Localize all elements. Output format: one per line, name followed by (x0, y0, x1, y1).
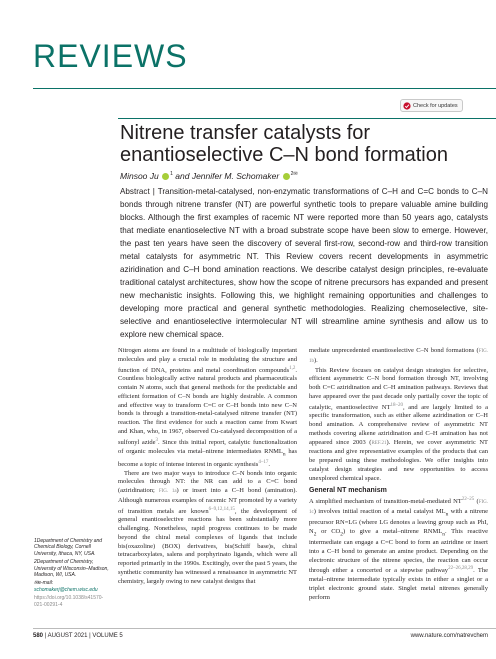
body-paragraph: There are two major ways to introduce C–N bonds into organic molecules through NT: the NR can add to a C=C bond (aziridination; FIG. 1a) or insert into a C–H bond (amination). Although numerous examples of racemic NT promoted by a variety of transition metals are known$^{6-9,12,14,15}$, the development of general enantioselective reactions has been substantially more challenging. Nonetheless, rapid progress continues to be made beyond the chiral metal complexes of ligands that include bis(oxazoline) (BOX) derivatives, bis(Schiff base)s, chiral tetracarboxylates, salens and porphyrinato ligands, which were all reported primarily in the 1990s. Excitingly, over the past 5 years, the synthetic community has witnessed a renaissance in asymmetric NT chemistry, largely owing to new catalyst designs that (118, 469, 297, 585)
affiliations (34, 538, 112, 610)
reference-link[interactable]: 6–9,12,14,15 (208, 506, 235, 512)
title-rule (118, 118, 496, 119)
reference-link[interactable]: REF.21 (371, 440, 387, 446)
body-paragraph: mediate unprecedented enantioselective C–N bond formations (FIG. 1b). (309, 347, 488, 364)
author-line (120, 171, 298, 181)
reference-link[interactable]: 1,2 (289, 365, 296, 371)
email-link[interactable]: schomakerj@chem.wisc.edu (34, 586, 98, 593)
check-updates-icon (403, 102, 411, 110)
body-paragraph: This Review focuses on catalyst design strategies for selective, efficient asymmetric C–N bond formation through NT, involving both C=C aziridination and C–H amination pathways. Reviews that have appeared over the past decade only partially cover the topic of catalytic, enantioselective NT$^{18-20}$, and are largely limited to a specific transformation, such as either alkene aziridination or C–H bond amination. A comprehensive review of asymmetric NT methods covering alkene aziridination and C–H amination has not appeared since 2003 (REF.21). Herein, we cover asymmetric NT reactions and give representative examples of the products that can be prepared using these methodologies. We offer insights into catalyst design strategies and new opportunities to access unexplored chemical space. (309, 366, 488, 482)
reference-link[interactable]: 22–26,28,29 (448, 566, 474, 572)
affiliation-marker: 2 (290, 171, 294, 178)
reference-link[interactable]: 22–25 (461, 497, 475, 503)
journal-url[interactable]: www.nature.com/natrevchem (410, 633, 488, 639)
author-name[interactable]: Jennifer M. Schomaker (191, 171, 280, 181)
envelope-icon[interactable]: ✉ (293, 171, 298, 178)
author-conjunction: and (172, 171, 192, 181)
figure-link[interactable]: FIG. 1c (309, 500, 488, 516)
body-column-right (309, 347, 488, 603)
issue-info: | AUGUST 2021 | VOLUME 5 (43, 633, 123, 639)
section-heading: REVIEWS (33, 38, 188, 74)
affiliation: 2Department of Chemistry, University of Wisconsin–Madison, Madison, WI, USA. (34, 559, 109, 579)
section-subheading: General NT mechanism (309, 487, 387, 495)
body-column-left (118, 347, 297, 586)
affiliation-marker: 1 (170, 171, 173, 178)
figure-link[interactable]: FIG. 1a (158, 489, 177, 495)
email-line (34, 580, 112, 593)
footer-issue (33, 633, 123, 639)
affiliation: 1Department of Chemistry and Chemical Biology, Cornell University, Ithaca, NY, USA. (34, 538, 103, 557)
doi-link[interactable]: https://doi.org/10.1038/s41570-021-00291-4 (34, 595, 104, 608)
orcid-icon[interactable] (162, 173, 169, 180)
body-paragraph: Nitrogen atoms are found in a multitude of biologically important molecules and play a crucial role in modulating the structure and function of DNA, proteins and metal coordination compounds$^{1,2}$. Countless biologically active natural products and pharmaceuticals contain N atoms, such that general methods for the predictable and efficient formation of C–N bonds are highly desirable. A common and effective way to transform C=C or C–H bonds into new C–N bonds is through a transition-metal-catalysed nitrene transfer (NT) reaction. The first evidence for such a reaction came from Kwart and Khan, who, in 1967, observed Cu-catalysed decomposition of a sulfonyl azide$^3$. Since this initial report, catalytic functionalization of organic molecules via metal–nitrene intermediates $RNML_n$ has become a topic of intense interest in organic synthesis$^{4-17}$. (118, 347, 298, 468)
abstract-label: Abstract (120, 187, 150, 196)
article-title: Nitrene transfer catalysts for enantioselective C–N bond formation (120, 122, 448, 166)
check-updates-label: Check for updates (413, 102, 458, 109)
email-label: ✉e-mail: (34, 580, 54, 587)
check-for-updates-button[interactable] (400, 99, 463, 112)
abstract (120, 185, 488, 341)
section-rule (33, 88, 496, 89)
figure-link[interactable]: FIG. 1b (309, 349, 488, 364)
footer-rule (33, 628, 496, 629)
author-name[interactable]: Minsoo Ju (120, 171, 159, 181)
orcid-icon[interactable] (283, 173, 290, 180)
reference-link[interactable]: 3 (155, 437, 159, 443)
page-number: 580 (33, 633, 44, 639)
abstract-text: | Transition-metal-catalysed, non-enzymatic transformations of C–H and C=C bonds to C–N bonds through nitrene transfer (NT) are powerful synthetic tools to prepare valuable amine building blocks. Although the first examples of racemic NT were reported more than 50 years ago, catalysts that mediate enantioselective NT with a broad substrate scope have been slow to emerge. However, the past ten years have seen the discovery of several first-row, second-row and third-row transition metal catalysts for asymmetric NT. This Review covers recent developments in asymmetric aziridination and C–H bond amination reactions. We describe catalyst design principles, re-evaluate traditional catalyst architectures, show how the scope of nitrene precursors has expanded and present new mechanistic insights. Following this, we highlight remaining opportunities and challenges to developing more practical and general synthetic methodologies. Realizing chemoselective, site-selective and enantioselective intermolecular NT will streamline amine synthesis and allow us to explore new chemical space. (120, 187, 488, 339)
body-paragraph: A simplified mechanism of transition-metal-mediated NT$^{22-25}$ (FIG. 1c) involves initial reaction of a metal catalyst $ML_n$ with a nitrene precursor RN=LG (where LG denotes a leaving group such as PhI, $N_2$ or $CO_2$) to give a metal–nitrene $RNML_n$. This reactive intermediate can engage a C=C bond to form an aziridine or insert into a C–H bond to generate an amine product. Depending on the electronic structure of the nitrene species, the reaction can occur through either a concerted or a stepwise pathway$^{22-26,28,29}$. The metal–nitrene intermediate typically exists in either a singlet or a triplet electronic ground state. Singlet metal nitrenes generally perform (309, 497, 488, 601)
reference-link[interactable]: 4–17 (258, 459, 269, 465)
reference-link[interactable]: 18–20 (390, 402, 403, 408)
